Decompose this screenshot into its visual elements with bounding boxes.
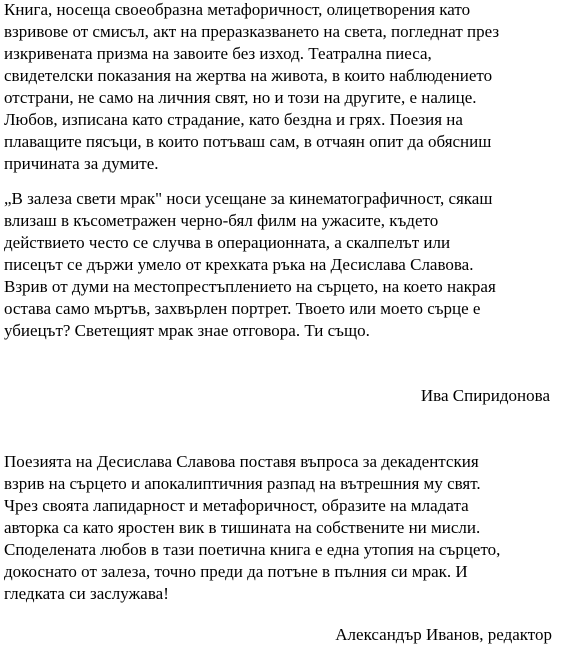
text-line: писецът се държи умело от крехката ръка на Десислава Славова. xyxy=(4,255,474,274)
signature-author-2: Александър Иванов, редактор xyxy=(335,625,552,644)
text-line: „В залеза свети мрак" носи усещане за кинематографичност, сякаш xyxy=(4,189,493,208)
text-line: плаващите пясъци, в които потъваш сам, в отчаян опит да обясниш xyxy=(4,132,492,151)
text-line: Чрез своята лапидарност и метафоричност, образите на младата xyxy=(4,496,469,515)
text-line: убиецът? Светещият мрак знае отговора. Ти също. xyxy=(4,321,370,340)
text-line: докоснато от залеза, точно преди да потъне в пълния си мрак. И xyxy=(4,562,468,581)
text-line: Взрив от думи на местопрестъплението на сърцето, на което накрая xyxy=(4,277,496,296)
text-line: изкривената призма на завоите без изход. Театрална пиеса, xyxy=(4,44,432,63)
text-line: действието често се случва в операционната, а скалпелът или xyxy=(4,233,451,252)
text-line: Любов, изписана като страдание, като бездна и грях. Поезия на xyxy=(4,110,463,129)
text-line: влизаш в късометражен черно-бял филм на ужасите, където xyxy=(4,211,439,230)
review-paragraph-2 xyxy=(4,188,496,342)
text-line: Споделената любов в тази поетична книга е една утопия на сърцето, xyxy=(4,540,501,559)
text-line: Книга, носеща своеобразна метафоричност, олицетворения като xyxy=(4,0,471,19)
review-paragraph-3 xyxy=(4,451,500,605)
text-line: остава само мъртъв, захвърлен портрет. Твоето или моето сърце е xyxy=(4,299,481,318)
text-line: взрив на сърцето и апокалиптичния разпад на вътрешния му свят. xyxy=(4,474,481,493)
text-line: причината за думите. xyxy=(4,154,159,173)
signature-author-1: Ива Спиридонова xyxy=(420,386,550,405)
text-line: свидетелски показания на жертва на живота, в които наблюдението xyxy=(4,66,493,85)
text-line: взривове от смисъл, акт на преразказването на света, погледнат през xyxy=(4,22,500,41)
text-line: отстрани, не само на личния свят, но и този на другите, е налице. xyxy=(4,88,477,107)
review-paragraph-1 xyxy=(4,0,499,175)
text-line: авторка са като яростен вик в тишината на собствените ни мисли. xyxy=(4,518,481,537)
text-line: Поезията на Десислава Славова поставя въпроса за декадентския xyxy=(4,452,479,471)
text-line: гледката си заслужава! xyxy=(4,584,169,603)
